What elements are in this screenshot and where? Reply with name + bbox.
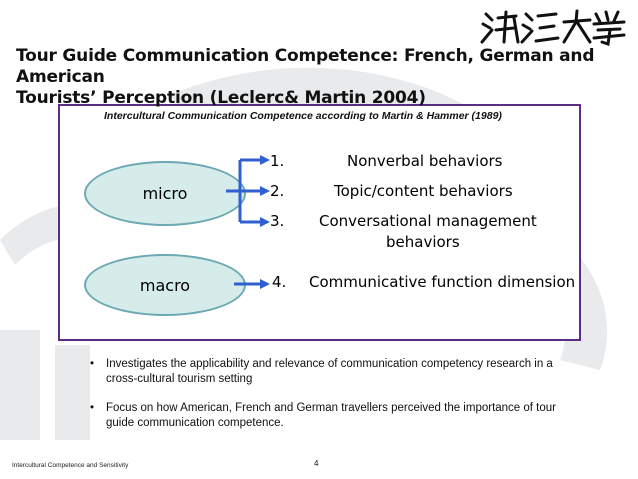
slide-title bbox=[16, 46, 626, 109]
micro-label: micro bbox=[142, 184, 188, 203]
item-text-3-line2: behaviors bbox=[386, 233, 460, 251]
item-number-4: 4. bbox=[272, 273, 287, 291]
item-text-3: Conversational management bbox=[319, 212, 537, 230]
bullet-symbol: • bbox=[90, 402, 95, 414]
bullet-text: Investigates the applicability and relevance of communication competency research in a cross-cultural tourism setting bbox=[106, 358, 553, 385]
arrowhead-3 bbox=[260, 217, 270, 227]
item-text-4: Communicative function dimension bbox=[309, 273, 576, 291]
title-line-2: Tourists’ Perception (Leclerc& Martin 2004) bbox=[16, 88, 426, 108]
bullet-item bbox=[90, 357, 580, 387]
macro-label: macro bbox=[139, 275, 191, 295]
bullet-symbol: • bbox=[90, 358, 95, 370]
item-number-2: 2. bbox=[270, 182, 285, 200]
item-number-3: 3. bbox=[270, 212, 285, 230]
bullet-list bbox=[90, 357, 580, 445]
arrowhead-1 bbox=[260, 155, 270, 165]
item-text-1: Nonverbal behaviors bbox=[347, 152, 503, 170]
bullet-text: Focus on how American, French and German travellers perceived the importance of tour guide communication competence. bbox=[106, 402, 556, 429]
title-line-1: Tour Guide Communication Competence: French, German and American bbox=[16, 46, 595, 87]
arrowhead-2 bbox=[260, 186, 270, 196]
page-number: 4 bbox=[314, 459, 319, 468]
diagram-heading: Intercultural Communication Competence according to Martin & Hammer (1989) bbox=[104, 110, 502, 122]
item-text-2: Topic/content behaviors bbox=[334, 182, 513, 200]
university-logo bbox=[478, 8, 628, 46]
arrowhead-4 bbox=[260, 279, 270, 289]
bullet-item bbox=[90, 401, 580, 431]
macro-ellipse bbox=[84, 254, 246, 316]
footer-text: Intercultural Competence and Sensitivity bbox=[12, 462, 129, 469]
item-number-1: 1. bbox=[270, 152, 285, 170]
micro-ellipse bbox=[84, 161, 246, 226]
